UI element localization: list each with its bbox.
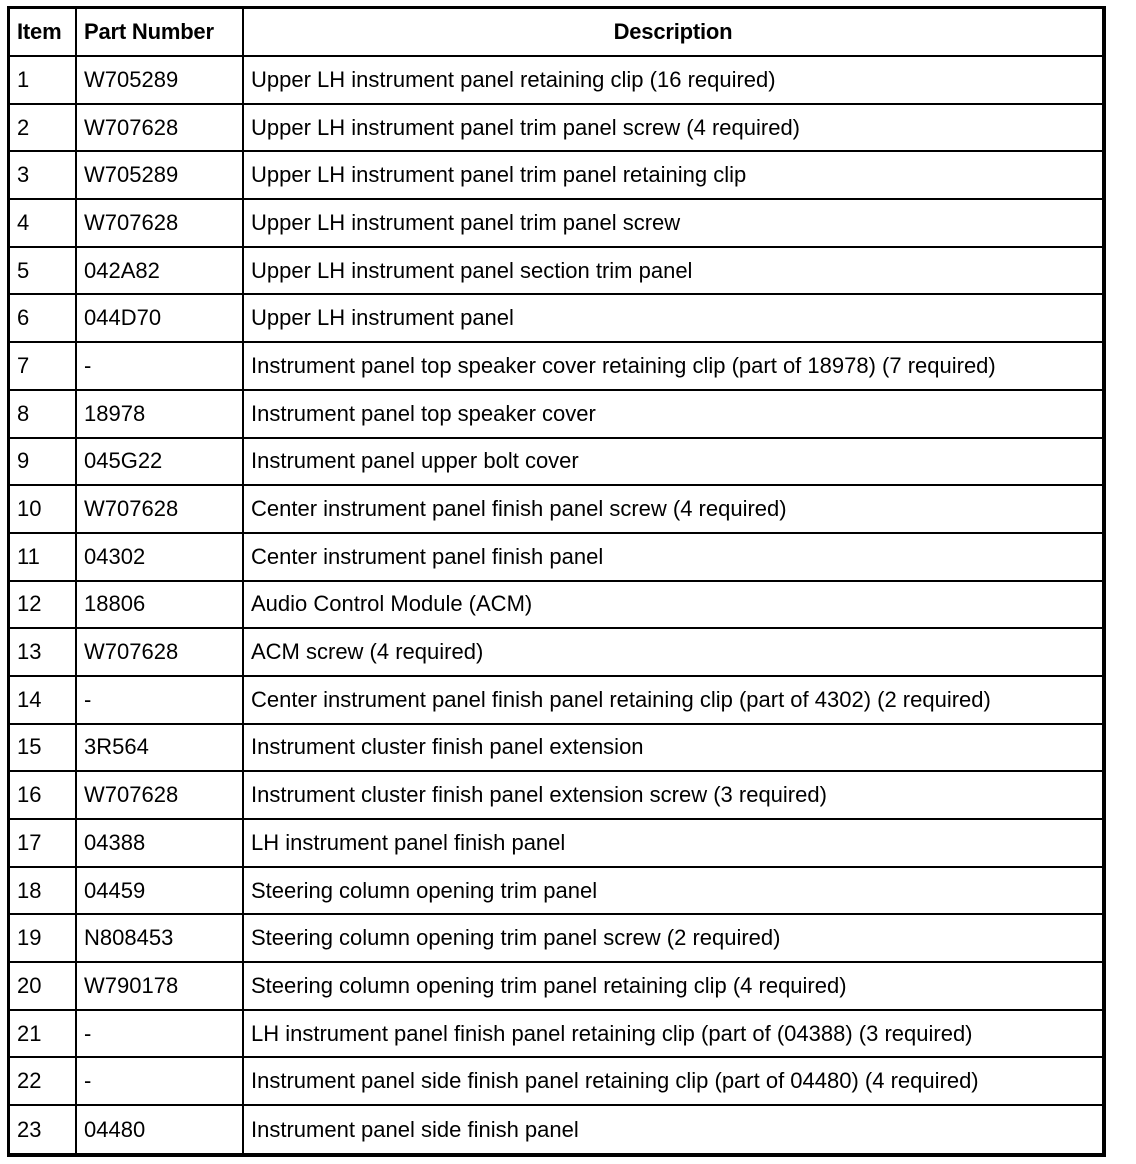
table-row (10, 628, 1102, 676)
description-cell: Center instrument panel finish panel (243, 533, 1102, 581)
parts-table-container (7, 6, 1106, 1157)
description-cell: Audio Control Module (ACM) (243, 581, 1102, 629)
part-number-cell: - (76, 1057, 243, 1105)
part-number-cell: 04388 (76, 819, 243, 867)
description-cell: Upper LH instrument panel trim panel screw (243, 199, 1102, 247)
description-cell: Instrument panel top speaker cover retaining clip (part of 18978) (7 required) (243, 342, 1102, 390)
table-row (10, 914, 1102, 962)
table-row (10, 56, 1102, 104)
part-number-cell: W790178 (76, 962, 243, 1010)
part-number-cell: 18978 (76, 390, 243, 438)
description-cell: Instrument panel upper bolt cover (243, 438, 1102, 486)
part-number-cell: 18806 (76, 581, 243, 629)
item-cell: 6 (10, 294, 76, 342)
part-number-cell: W707628 (76, 485, 243, 533)
table-row (10, 104, 1102, 152)
header-part-number: Part Number (76, 9, 243, 56)
part-number-cell: - (76, 1010, 243, 1058)
description-cell: Upper LH instrument panel trim panel screw (4 required) (243, 104, 1102, 152)
description-cell: Center instrument panel finish panel screw (4 required) (243, 485, 1102, 533)
part-number-cell: W707628 (76, 199, 243, 247)
description-cell: Steering column opening trim panel (243, 867, 1102, 915)
description-cell: Upper LH instrument panel (243, 294, 1102, 342)
item-cell: 3 (10, 151, 76, 199)
item-cell: 11 (10, 533, 76, 581)
description-cell: Steering column opening trim panel retaining clip (4 required) (243, 962, 1102, 1010)
table-header-row (10, 9, 1102, 56)
parts-table (10, 9, 1102, 1153)
item-cell: 20 (10, 962, 76, 1010)
table-row (10, 676, 1102, 724)
header-item: Item (10, 9, 76, 56)
description-cell: Steering column opening trim panel screw (2 required) (243, 914, 1102, 962)
description-cell: Instrument cluster finish panel extension (243, 724, 1102, 772)
description-cell: Instrument panel side finish panel retaining clip (part of 04480) (4 required) (243, 1057, 1102, 1105)
table-row (10, 819, 1102, 867)
item-cell: 14 (10, 676, 76, 724)
table-row (10, 342, 1102, 390)
part-number-cell: 3R564 (76, 724, 243, 772)
item-cell: 17 (10, 819, 76, 867)
table-row (10, 438, 1102, 486)
table-row (10, 724, 1102, 772)
table-row (10, 199, 1102, 247)
item-cell: 9 (10, 438, 76, 486)
part-number-cell: 04459 (76, 867, 243, 915)
part-number-cell: 04480 (76, 1105, 243, 1153)
description-cell: LH instrument panel finish panel retaining clip (part of (04388) (3 required) (243, 1010, 1102, 1058)
description-cell: Instrument cluster finish panel extension screw (3 required) (243, 771, 1102, 819)
part-number-cell: W705289 (76, 56, 243, 104)
table-row (10, 1105, 1102, 1153)
description-cell: ACM screw (4 required) (243, 628, 1102, 676)
table-row (10, 151, 1102, 199)
item-cell: 13 (10, 628, 76, 676)
table-row (10, 581, 1102, 629)
part-number-cell: 045G22 (76, 438, 243, 486)
part-number-cell: - (76, 342, 243, 390)
table-row (10, 533, 1102, 581)
item-cell: 7 (10, 342, 76, 390)
item-cell: 1 (10, 56, 76, 104)
part-number-cell: 044D70 (76, 294, 243, 342)
item-cell: 18 (10, 867, 76, 915)
item-cell: 15 (10, 724, 76, 772)
header-description: Description (243, 9, 1102, 56)
item-cell: 12 (10, 581, 76, 629)
description-cell: Instrument panel side finish panel (243, 1105, 1102, 1153)
part-number-cell: 042A82 (76, 247, 243, 295)
part-number-cell: N808453 (76, 914, 243, 962)
part-number-cell: W707628 (76, 628, 243, 676)
table-row (10, 247, 1102, 295)
description-cell: Center instrument panel finish panel retaining clip (part of 4302) (2 required) (243, 676, 1102, 724)
table-row (10, 1057, 1102, 1105)
description-cell: LH instrument panel finish panel (243, 819, 1102, 867)
part-number-cell: - (76, 676, 243, 724)
description-cell: Upper LH instrument panel trim panel retaining clip (243, 151, 1102, 199)
table-row (10, 962, 1102, 1010)
item-cell: 5 (10, 247, 76, 295)
item-cell: 19 (10, 914, 76, 962)
item-cell: 10 (10, 485, 76, 533)
part-number-cell: W705289 (76, 151, 243, 199)
table-row (10, 1010, 1102, 1058)
item-cell: 4 (10, 199, 76, 247)
item-cell: 23 (10, 1105, 76, 1153)
table-row (10, 390, 1102, 438)
part-number-cell: W707628 (76, 771, 243, 819)
part-number-cell: W707628 (76, 104, 243, 152)
description-cell: Instrument panel top speaker cover (243, 390, 1102, 438)
table-row (10, 294, 1102, 342)
table-row (10, 485, 1102, 533)
part-number-cell: 04302 (76, 533, 243, 581)
item-cell: 8 (10, 390, 76, 438)
item-cell: 16 (10, 771, 76, 819)
item-cell: 22 (10, 1057, 76, 1105)
description-cell: Upper LH instrument panel retaining clip (16 required) (243, 56, 1102, 104)
description-cell: Upper LH instrument panel section trim panel (243, 247, 1102, 295)
table-row (10, 867, 1102, 915)
item-cell: 2 (10, 104, 76, 152)
item-cell: 21 (10, 1010, 76, 1058)
table-row (10, 771, 1102, 819)
